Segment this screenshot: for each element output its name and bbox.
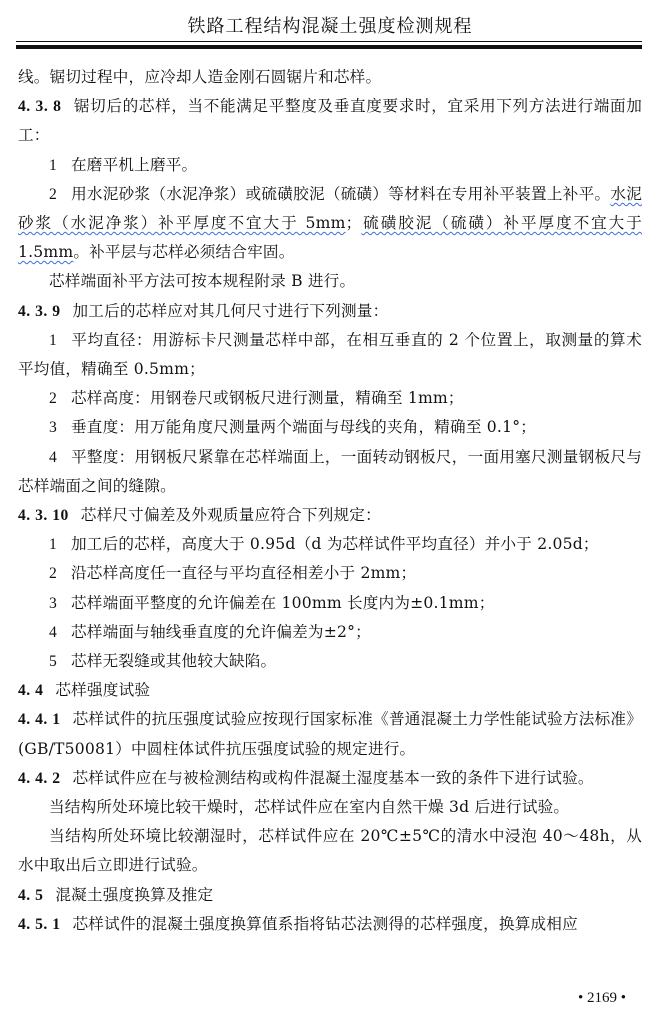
item-number: 2 — [49, 185, 57, 203]
item-text: 平整度：用钢板尺紧靠在芯样端面上，一面转动钢板尺，一面用塞尺测量钢板尺与芯样端面之间的缝隙。 — [18, 447, 642, 495]
item-text-separator: ； — [345, 214, 362, 233]
item-text: 芯样无裂缝或其他较大缺陷。 — [71, 652, 277, 671]
paragraph-continuation: 线。锯切过程中，应冷却人造金刚石圆锯片和芯样。 — [18, 68, 382, 86]
clause-text: 芯样试件应在与被检测结构或构件混凝土湿度基本一致的条件下进行试验。 — [72, 768, 594, 787]
item-number: 3 — [49, 419, 57, 437]
list-item — [18, 618, 642, 647]
clause-number: 4. 4. 1 — [18, 711, 61, 729]
page-body — [18, 63, 642, 939]
item-text: 芯样高度：用钢卷尺或钢板尺进行测量，精确至 1mm； — [71, 389, 464, 408]
item-number: 2 — [49, 565, 57, 583]
item-number: 3 — [49, 594, 57, 612]
item-number: 1 — [49, 156, 57, 174]
list-item — [18, 589, 642, 618]
item-text: 垂直度：用万能角度尺测量两个端面与母线的夹角，精确至 0.1°； — [71, 418, 536, 437]
clause-number: 4. 5. 1 — [18, 915, 61, 933]
clause-text: 芯样尺寸偏差及外观质量应符合下列规定： — [80, 506, 381, 525]
item-text: 用水泥砂浆（水泥净浆）或硫磺胶泥（硫磺）等材料在专用补平装置上补平。 — [71, 184, 611, 203]
item-text: 加工后的芯样，高度大于 0.95d（d 为芯样试件平均直径）并小于 2.05d； — [71, 535, 599, 554]
header-rule-thick — [16, 45, 642, 49]
item-text: 芯样端面平整度的允许偏差在 100mm 长度内为±0.1mm； — [71, 593, 495, 612]
clause-note: 芯样端面补平方法可按本规程附录 B 进行。 — [49, 272, 356, 291]
clause-4-3-9 — [18, 297, 642, 326]
clause-4-4-2 — [18, 764, 642, 793]
list-item — [18, 326, 642, 384]
clause-4-3-10 — [18, 501, 642, 530]
clause-4-3-8 — [18, 92, 642, 150]
section-heading-4-5 — [18, 881, 642, 910]
section-heading-4-4 — [18, 676, 642, 705]
running-header: 铁路工程结构混凝土强度检测规程 — [187, 16, 473, 37]
page-number: • 2169 • — [577, 990, 626, 1006]
list-item — [18, 180, 642, 268]
item-number: 2 — [49, 390, 57, 408]
item-text: 芯样端面与轴线垂直度的允许偏差为±2°； — [71, 622, 371, 641]
list-item — [18, 559, 642, 588]
clause-paragraph: 当结构所处环境比较潮湿时，芯样试件应在 20℃±5℃的清水中浸泡 40～48h，从水中取出后立即进行试验。 — [18, 827, 642, 875]
item-number: 5 — [49, 653, 57, 671]
clause-number: 4. 4. 2 — [18, 769, 61, 787]
clause-number: 4. 3. 9 — [18, 302, 61, 320]
clause-4-5-1 — [18, 910, 642, 939]
item-text: 在磨平机上磨平。 — [71, 155, 198, 174]
clause-text: 芯样试件的抗压强度试验应按现行国家标准《普通混凝土力学性能试验方法标准》(GB/T50081）中圆柱体试件抗压强度试验的规定进行。 — [18, 710, 643, 758]
item-text: 。补平层与芯样必须结合牢固。 — [73, 243, 295, 262]
list-item — [18, 384, 642, 413]
list-item — [18, 443, 642, 501]
list-item — [18, 413, 642, 442]
clause-number: 4. 3. 8 — [18, 98, 62, 116]
item-number: 1 — [49, 536, 57, 554]
item-number: 4 — [49, 623, 57, 641]
clause-4-4-1 — [18, 705, 642, 763]
section-number: 4. 5 — [18, 886, 44, 904]
item-text: 平均直径：用游标卡尺测量芯样中部，在相互垂直的 2 个位置上，取测量的算术平均值，精确至 0.5mm； — [18, 330, 642, 379]
header-rule-thin — [16, 41, 642, 42]
clause-paragraph: 当结构所处环境比较干燥时，芯样试件应在室内自然干燥 3d 后进行试验。 — [49, 798, 570, 817]
section-title: 芯样强度试验 — [55, 681, 151, 700]
clause-number: 4. 3. 10 — [18, 507, 69, 525]
list-item — [18, 647, 642, 676]
spellcheck-underlined-text: 水泥砂浆（水泥净浆）补平厚度不宜大于 5mm — [18, 184, 642, 233]
list-item — [18, 151, 642, 180]
item-text: 沿芯样高度任一直径与平均直径相差小于 2mm； — [71, 564, 417, 583]
clause-text: 锯切后的芯样，当不能满足平整度及垂直度要求时，宜采用下列方法进行端面加工： — [18, 97, 642, 145]
clause-text: 芯样试件的混凝土强度换算值系指将钻芯法测得的芯样强度，换算成相应 — [72, 914, 578, 933]
item-number: 4 — [49, 448, 57, 466]
list-item — [18, 530, 642, 559]
section-number: 4. 4 — [18, 682, 44, 700]
section-title: 混凝土强度换算及推定 — [55, 885, 214, 904]
item-number: 1 — [49, 331, 57, 349]
clause-text: 加工后的芯样应对其几何尺寸进行下列测量： — [72, 301, 389, 320]
spellcheck-underlined-text: 硫磺胶泥（硫磺）补平厚度不宜大于 1.5mm — [18, 214, 643, 262]
